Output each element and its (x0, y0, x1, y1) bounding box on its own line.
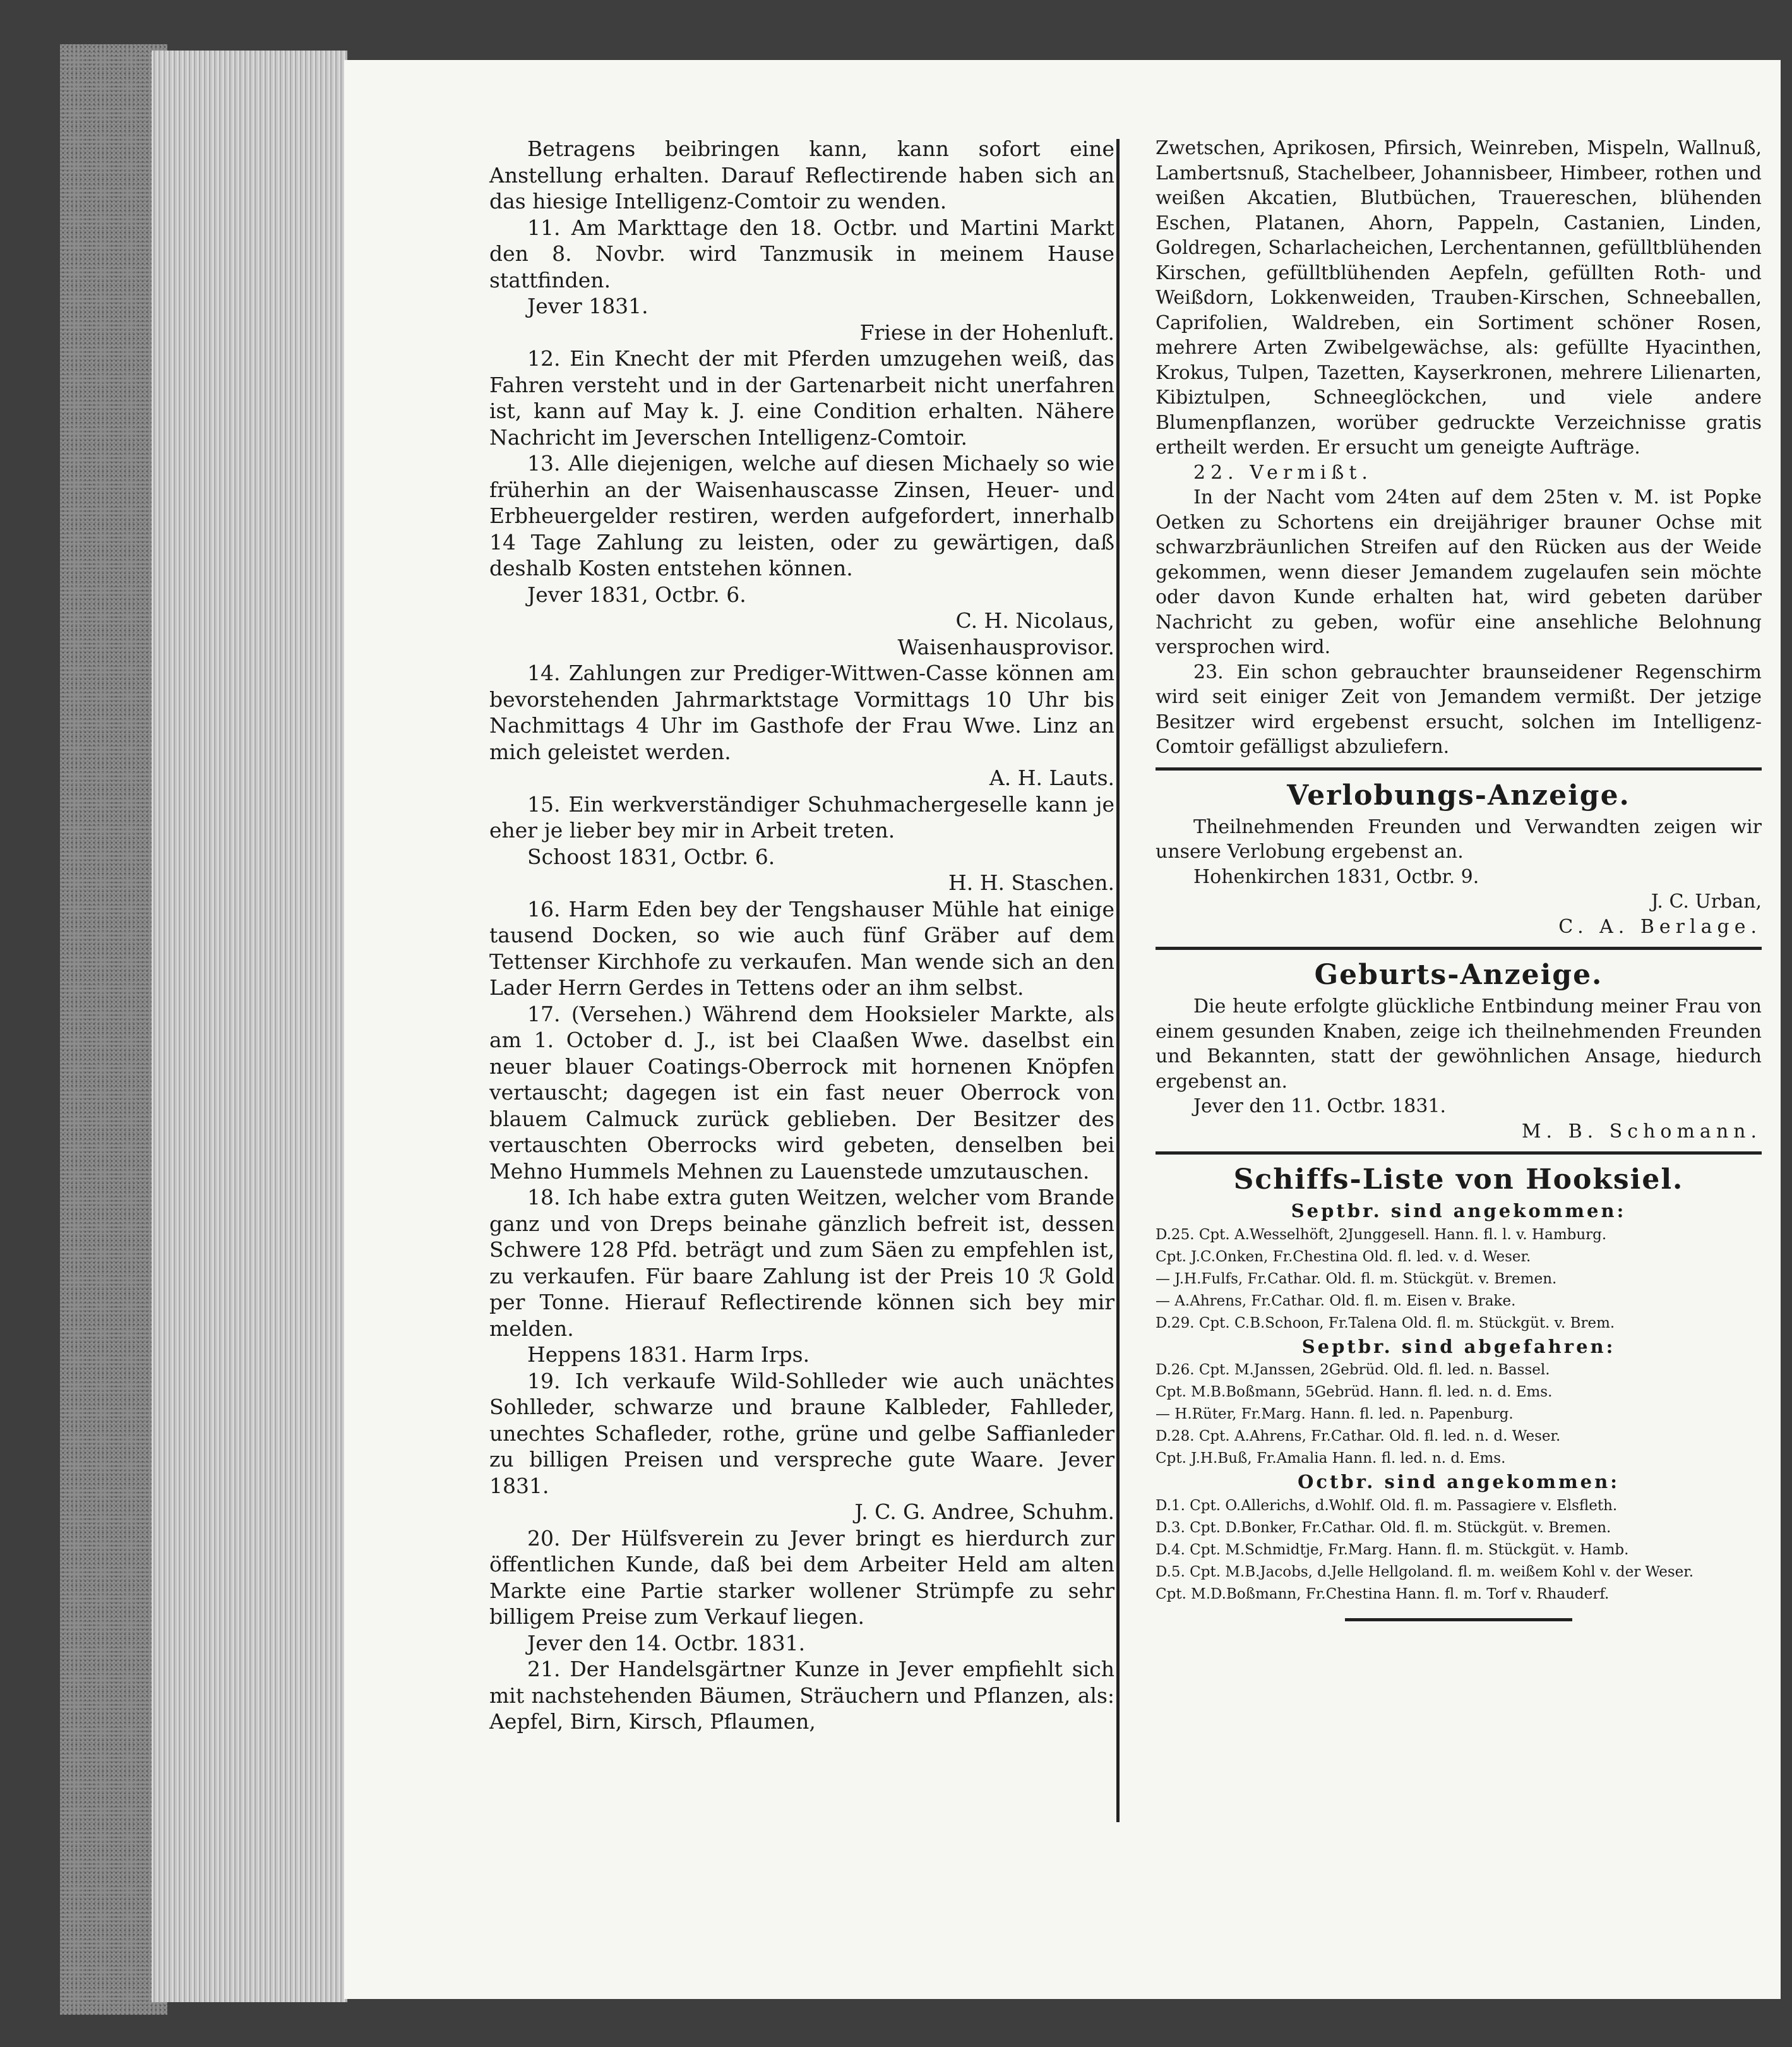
ship-entry: Cpt. M.B.Boßmann, 5Gebrüd. Hann. fl. led. n. d. Ems. (1156, 1384, 1553, 1400)
engagement-text: Theilnehmenden Freunden und Verwandten zeigen wir unsere Verlobung ergebenst an. (1156, 815, 1762, 863)
notice-16: 16. Harm Eden bey der Tengshauser Mühle hat einige tausend Docken, so wie auch fünf Gräber auf dem Tettenser Kirchhofe zu verkaufen. Man wende sich an den Lader Herrn Gerdes in Tettens oder an ihm selbst. (489, 896, 1114, 1000)
ship-entry: D.5. Cpt. M.B.Jacobs, d.Jelle Hellgoland. fl. m. weißem Kohl v. der Weser. (1156, 1563, 1694, 1580)
ship-entry: Cpt. M.D.Boßmann, Fr.Chestina Hann. fl. m. Torf v. Rhauderf. (1156, 1585, 1610, 1602)
notice-17: 17. (Versehen.) Während dem Hooksieler Markte, als am 1. October d. J., ist bei Claaßen Wwe. daselbst ein neuer blauer Coatings-Oberrock mit hornenen Knöpfen vertauscht; dagegen ist ein fast neuer Oberrock von blauem Calmuck zurück geblieben. Der Besitzer des vertauschten Oberrocks wird gebeten, denselben bei Mehno Hummels Mehnen zu Lauenstede umzutauschen. (489, 1001, 1114, 1184)
ship-entry: D.25. Cpt. A.Wesselhöft, 2Junggesell. Hann. fl. l. v. Hamburg. (1156, 1226, 1607, 1243)
notice-12: 12. Ein Knecht der mit Pferden umzugehen weiß, das Fahren versteht und in der Gartenarbeit nicht unerfahren ist, kann auf May k. J. eine Condition erhalten. Nähere Nachricht im Jeverschen Intelligenz-Comtoir. (489, 346, 1114, 450)
section-rule (1156, 767, 1762, 771)
notice-15: 15. Ein werkverständiger Schuhmachergeselle kann je eher je lieber bey mir in Arbeit treten. (489, 791, 1114, 843)
birth-signature: M. B. Schomann. (1521, 1120, 1762, 1143)
birth-place-date: Jever den 11. Octbr. 1831. (1193, 1095, 1447, 1117)
notice-18: 18. Ich habe extra guten Weitzen, welcher vom Brande ganz und von Dreps beinahe gänzlich befreit ist, dessen Schwere 128 Pfd. beträgt und zum Säen zu empfehlen ist, zu verkaufen. Für baare Zahlung ist der Preis 10 ℛ Gold per Tonne. Hierauf Reflectirende können sich bey mir melden. (489, 1185, 1114, 1341)
notice-text: Betragens beibringen kann, kann sofort eine Anstellung erhalten. Darauf Reflectirende haben sich an das hiesige Intelligenz-Comtoir zu wenden. (489, 136, 1114, 213)
notice-signature: J. C. G. Andree, Schuhm. (854, 1499, 1114, 1524)
ship-entry: D.26. Cpt. M.Janssen, 2Gebrüd. Old. fl. led. n. Bassel. (1156, 1362, 1550, 1378)
notice-signature: C. H. Nicolaus, (955, 608, 1114, 633)
section-rule (1156, 1151, 1762, 1155)
notice-signature: H. H. Staschen. (948, 870, 1114, 895)
notice-place-date: Schoost 1831, Octbr. 6. (527, 844, 775, 869)
notice-22-heading: 22. Vermißt. (1193, 461, 1373, 484)
ship-entry: D.29. Cpt. C.B.Schoon, Fr.Talena Old. fl. m. Stückgüt. v. Brem. (1156, 1314, 1615, 1331)
notice-place-date: Jever 1831. (527, 294, 648, 318)
notice-21: 21. Der Handelsgärtner Kunze in Jever empfiehlt sich mit nachstehenden Bäumen, Sträuchern und Pflanzen, als: Aepfel, Birn, Kirsch, Pflaumen, (489, 1657, 1114, 1734)
end-rule (1345, 1618, 1572, 1621)
engagement-signature-1: J. C. Urban, (1651, 891, 1762, 913)
notice-place-date: Jever 1831, Octbr. 6. (527, 582, 746, 607)
notice-14: 14. Zahlungen zur Prediger-Wittwen-Casse können am bevorstehenden Jahrmarktstage Vormittags 10 Uhr bis Nachmittags 4 Uhr im Gasthofe der Frau Wwe. Linz an mich geleistet werden. (489, 661, 1114, 764)
ship-entry: — A.Ahrens, Fr.Cathar. Old. fl. m. Eisen v. Brake. (1156, 1292, 1516, 1309)
ship-section-title: Septbr. sind angekommen: (1291, 1200, 1627, 1222)
ship-entry: D.28. Cpt. A.Ahrens, Fr.Cathar. Old. fl. led. n. d. Weser. (1156, 1428, 1561, 1444)
notice-23: 23. Ein schon gebrauchter braunseidener Regenschirm wird seit einiger Zeit von Jemandem vermißt. Der jetzige Besitzer wird ergebenst ersucht, solchen im Intelligenz-Comtoir gefälligst abzuliefern. (1156, 661, 1762, 758)
notice-place-date: Jever den 14. Octbr. 1831. (527, 1630, 806, 1655)
notice-place-signature: Heppens 1831. Harm Irps. (527, 1342, 810, 1367)
ship-entry: Cpt. J.H.Buß, Fr.Amalia Hann. fl. led. n. d. Ems. (1156, 1450, 1506, 1467)
ship-entry: Cpt. J.C.Onken, Fr.Chestina Old. fl. led. v. d. Weser. (1156, 1248, 1531, 1265)
notice-19: 19. Ich verkaufe Wild-Sohlleder wie auch unächtes Sohlleder, schwarze und braune Kalbleder, Fahlleder, unechtes Schafleder, rothe, grüne und gelbe Saffianleder zu billigen Preisen und verspreche gute Waare. Jever 1831. (489, 1368, 1114, 1498)
ship-section-title: Septbr. sind abgefahren: (1301, 1335, 1616, 1357)
section-rule (1156, 947, 1762, 950)
engagement-heading: Verlobungs-Anzeige. (1287, 779, 1630, 812)
right-column (1156, 136, 1762, 1621)
ship-entry: D.4. Cpt. M.Schmidtje, Fr.Marg. Hann. fl. m. Stückgüt. v. Hamb. (1156, 1541, 1629, 1558)
ship-entry: D.3. Cpt. D.Bonker, Fr.Cathar. Old. fl. m. Stückgüt. v. Bremen. (1156, 1519, 1611, 1536)
engagement-signature-2: C. A. Berlage. (1558, 915, 1762, 938)
notice-13: 13. Alle diejenigen, welche auf diesen Michaely so wie früherhin an der Waisenhauscasse Zinsen, Heuer- und Erbheuergelder restiren, werden aufgefordert, innerhalb 14 Tage Zahlung zu leisten, oder zu gewärtigen, daß deshalb Kosten entstehen können. (489, 451, 1114, 580)
notice-20: 20. Der Hülfsverein zu Jever bringt es hierdurch zur öffentlichen Kunde, daß bei dem Arbeiter Held am alten Markte eine Partie starker wollener Strümpfe zu sehr billigem Preise zum Verkauf liegen. (489, 1525, 1114, 1629)
ship-entry: — J.H.Fulfs, Fr.Cathar. Old. fl. m. Stückgüt. v. Bremen. (1156, 1270, 1557, 1287)
birth-heading: Geburts-Anzeige. (1314, 959, 1603, 991)
page-edges (152, 51, 347, 2002)
notice-signature: A. H. Lauts. (989, 765, 1114, 790)
notice-signature: Friese in der Hohenluft. (859, 320, 1114, 345)
notice-signature-title: Waisenhausprovisor. (897, 634, 1114, 659)
ship-entry: D.1. Cpt. O.Allerichs, d.Wohlf. Old. fl. m. Passagiere v. Elsfleth. (1156, 1497, 1618, 1514)
notice-11: 11. Am Markttage den 18. Octbr. und Martini Markt den 8. Novbr. wird Tanzmusik in meinem Hause stattfinden. (489, 215, 1114, 292)
ship-list-heading: Schiffs-Liste von Hooksiel. (1233, 1163, 1684, 1196)
left-column (489, 136, 1114, 1735)
column-divider (1116, 139, 1120, 1822)
ship-entry: — H.Rüter, Fr.Marg. Hann. fl. led. n. Papenburg. (1156, 1406, 1514, 1422)
notice-21-continued: Zwetschen, Aprikosen, Pfirsich, Weinreben, Mispeln, Wallnuß, Lambertsnuß, Stachelbeer, Johannisbeer, Himbeer, rothen und weißen Akcatien, Blutbüchen, Trauereschen, blühenden Eschen, Platanen, Ahorn, Pappeln, Castanien, Linden, Goldregen, Scharlacheichen, Lerchentannen, gefülltblühenden Kirschen, gefülltblühenden Aepfeln, gefüllten Roth- und Weißdorn, Lokkenweiden, Trauben-Kirschen, Schneeballen, Caprifolien, Waldreben, ein Sortiment schöner Rosen, mehrere Arten Zwibelgewächse, als: gefüllte Hyacinthen, Krokus, Tulpen, Tazetten, Kayserkronen, mehrere Lilienarten, Kibiztulpen, Schneeglöckchen, und viele andere Blumenpflanzen, worüber gedruckte Verzeichnisse gratis ertheilt werden. Er ersucht um geneigte Aufträge. (1156, 137, 1762, 459)
notice-22: In der Nacht vom 24ten auf dem 25ten v. M. ist Popke Oetken zu Schortens ein dreijähriger brauner Ochse mit schwarzbräunlichen Streifen auf den Rücken aus der Weide gekommen, wenn dieser Jemandem zugelaufen sein möchte oder davon Kunde erhalten hat, wird gebeten darüber Nachricht zu geben, wofür eine ansehliche Belohnung versprochen wird. (1156, 486, 1762, 658)
engagement-place-date: Hohenkirchen 1831, Octbr. 9. (1193, 865, 1479, 888)
birth-text: Die heute erfolgte glückliche Entbindung meiner Frau von einem gesunden Knaben, zeige ich theilnehmenden Freunden und Bekannten, statt der gewöhnlichen Ansage, hiedurch ergebenst an. (1156, 995, 1762, 1093)
ship-section-title: Octbr. sind angekommen: (1298, 1471, 1620, 1492)
